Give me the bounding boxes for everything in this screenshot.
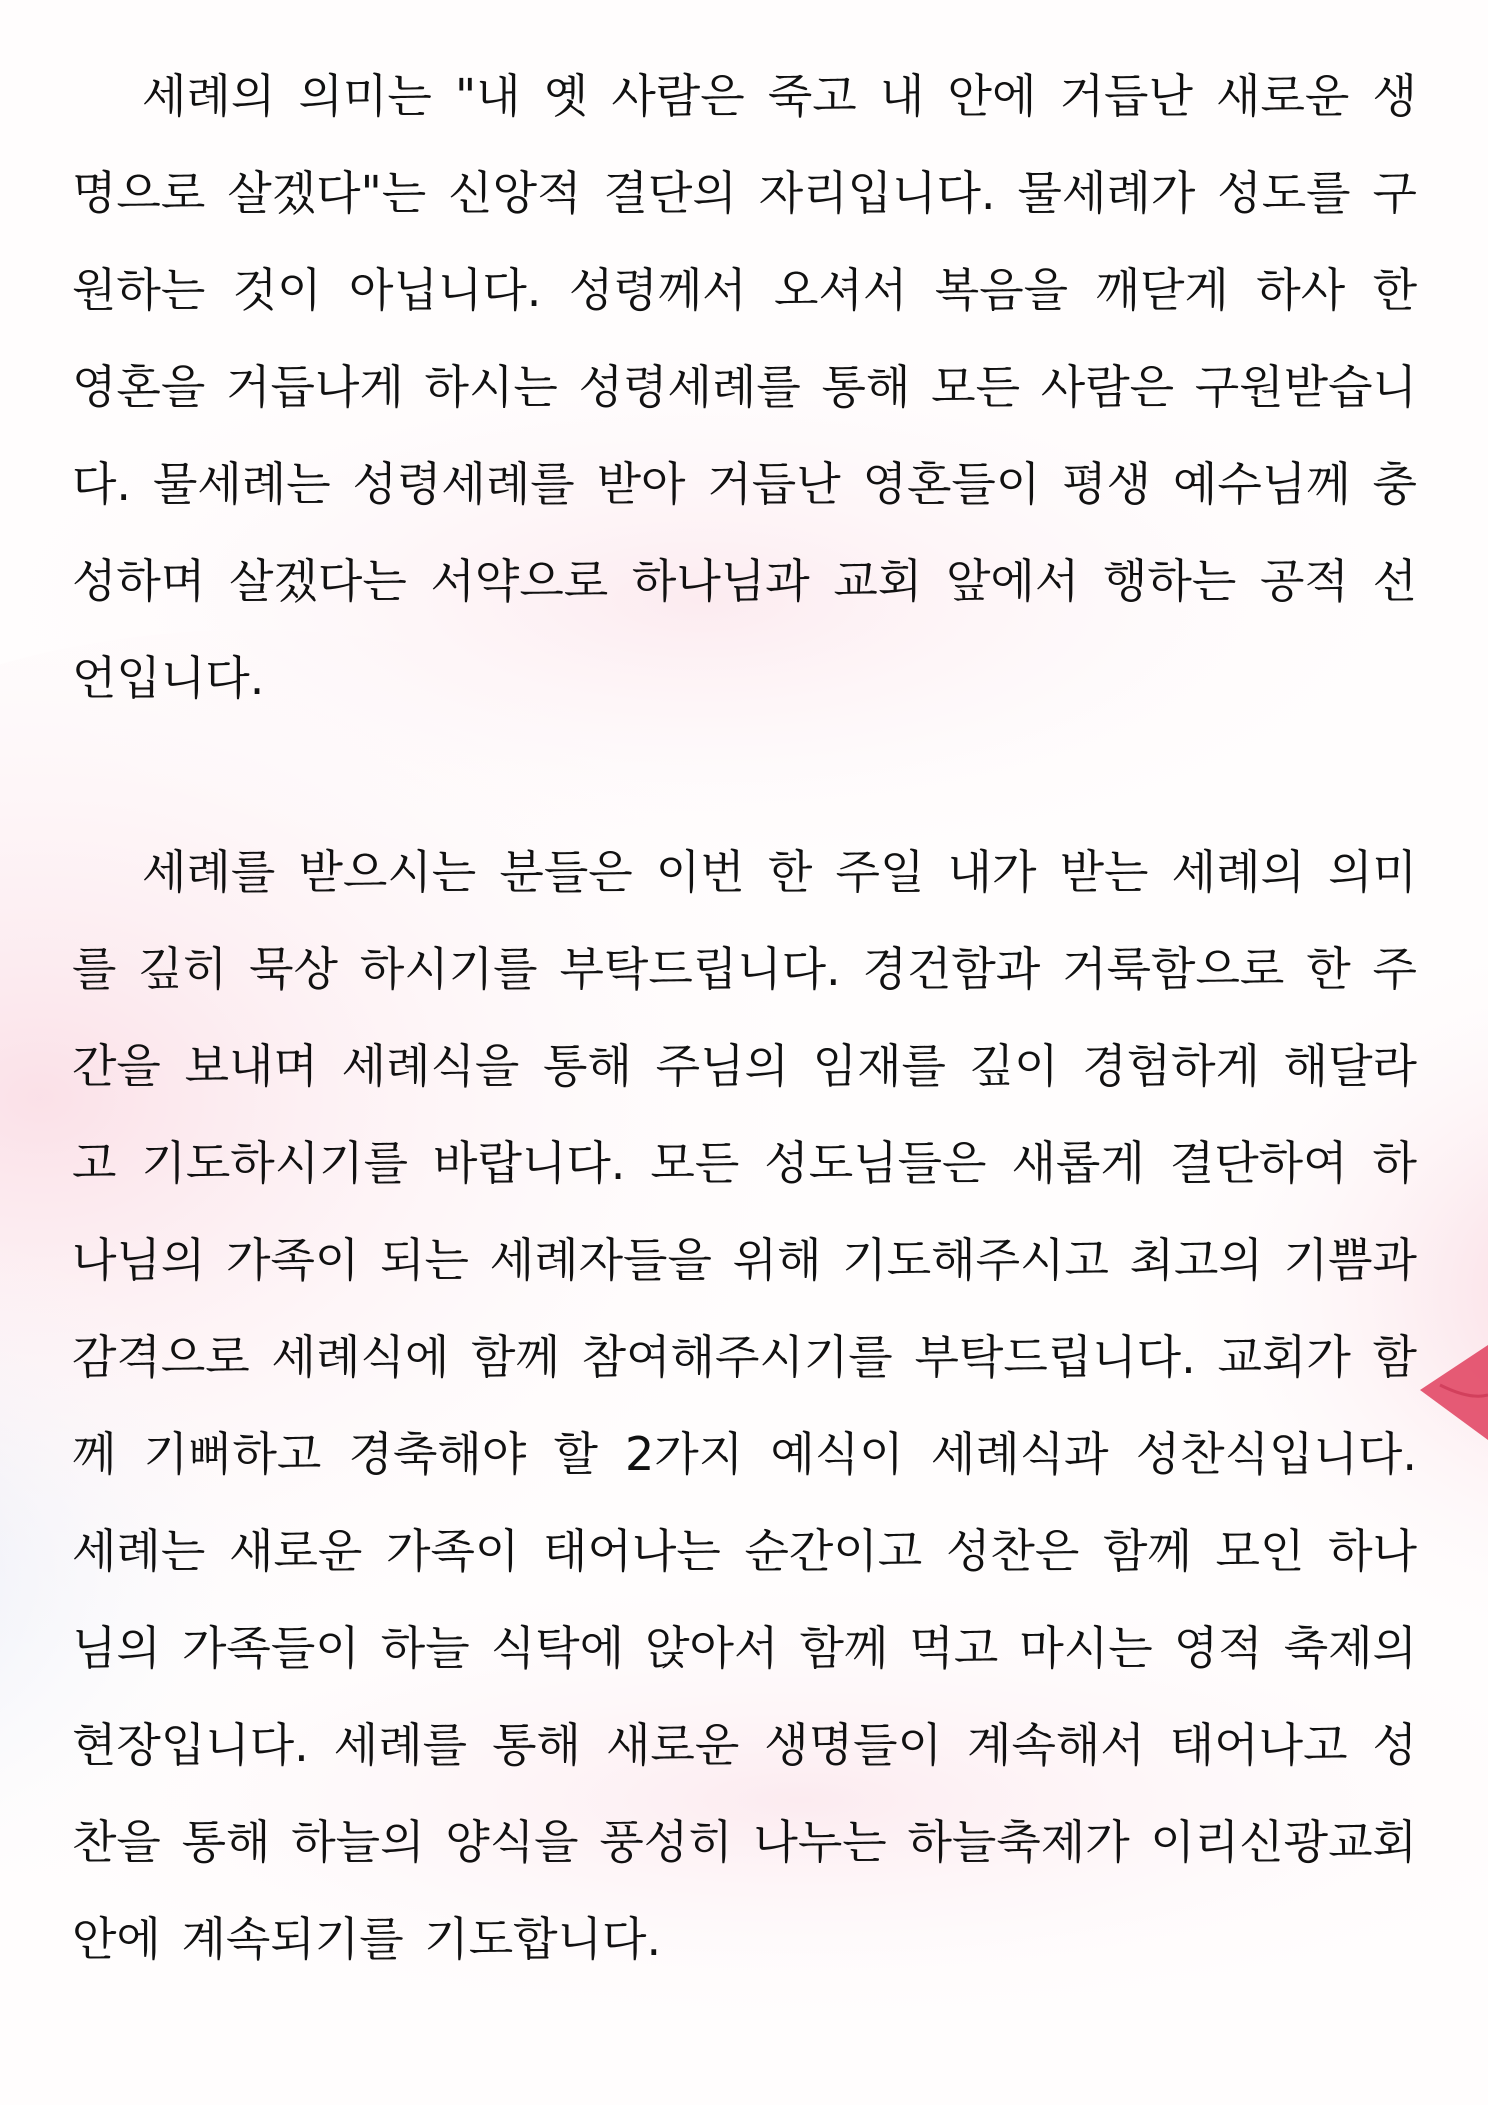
document-body	[72, 48, 1417, 1988]
paragraph-baptism-request: 세례를 받으시는 분들은 이번 한 주일 내가 받는 세례의 의미를 깊히 묵상 하시기를 부탁드립니다. 경건함과 거룩함으로 한 주간을 보내며 세례식을 통해 주님의 임재를 깊이 경험하게 해달라고 기도하시기를 바랍니다. 모든 성도님들은 새롭게 결단하여 하나님의 가족이 되는 세례자들을 위해 기도해주시고 최고의 기쁨과 감격으로 세례식에 함께 참여해주시기를 부탁드립니다. 교회가 함께 기뻐하고 경축해야 할 2가지 예식이 세례식과 성찬식입니다. 세례는 새로운 가족이 태어나는 순간이고 성찬은 함께 모인 하나님의 가족들이 하늘 식탁에 앉아서 함께 먹고 마시는 영적 축제의 현장입니다. 세례를 통해 새로운 생명들이 계속해서 태어나고 성찬을 통해 하늘의 양식을 풍성히 나누는 하늘축제가 이리신광교회 안에 계속되기를 기도합니다.	[72, 845, 1417, 1966]
paragraph-baptism-meaning: 세례의 의미는 "내 옛 사람은 죽고 내 안에 거듭난 새로운 생명으로 살겠다"는 신앙적 결단의 자리입니다. 물세례가 성도를 구원하는 것이 아닙니다. 성령께서 오셔서 복음을 깨닫게 하사 한 영혼을 거듭나게 하시는 성령세례를 통해 모든 사람은 구원받습니다. 물세례는 성령세례를 받아 거듭난 영혼들이 평생 예수님께 충성하며 살겠다는 서약으로 하나님과 교회 앞에서 행하는 공적 선언입니다.	[72, 69, 1417, 705]
